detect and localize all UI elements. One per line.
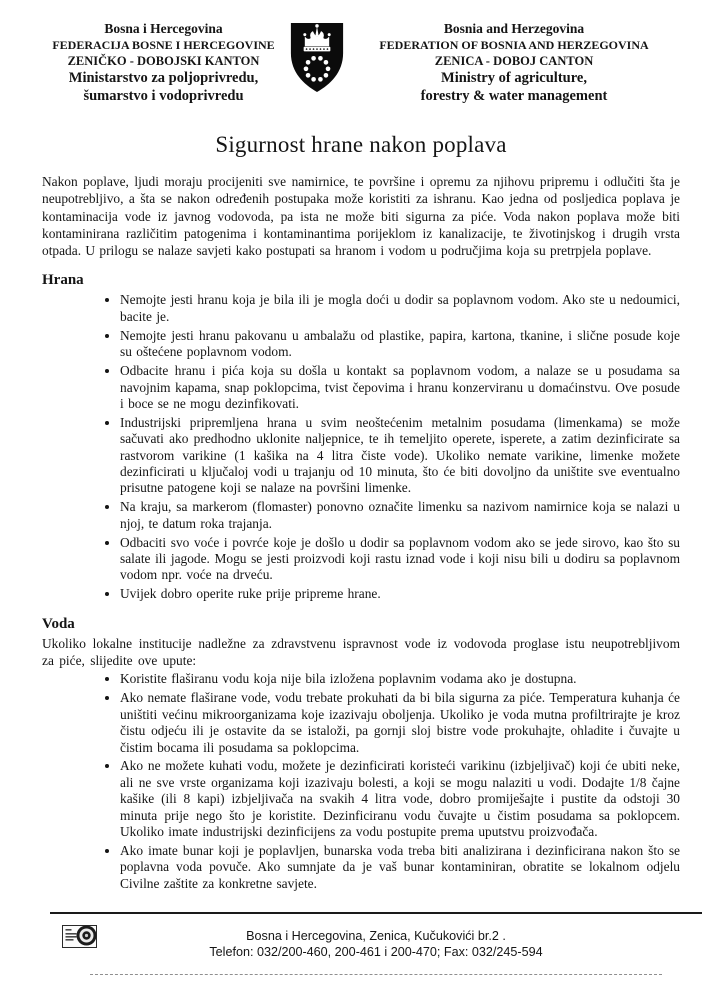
list-item: • Ako nemate flaširane vode, vodu trebate prokuhati da bi bila sigurna za piće. Temperatura kuhanja će uništiti većinu mikroorganizama koje izazivaju oboljenja. Ukoliko je voda mutna profiltrirajte je kroz čistu odjeću ili je ostavite da se istaloži, pa gornji sloj bistre vode prokuhajte, ohladite i čuvajte u čistim bocama ili posudama sa poklopcima. (120, 690, 680, 756)
footer-phone: Telefon: 032/200-460, 200-461 i 200-470; Fax: 032/245-594 (209, 944, 543, 959)
list-item: • Nemojte jesti hranu koja je bila ili je mogla doći u dodir sa poplavnom vodom. Ako ste u nedoumici, bacite je. (120, 292, 680, 325)
list-item: • Ako ne možete kuhati vodu, možete je dezinficirati koristeći varikinu (izbjeljivač) koji će ubiti neke, ali ne sve vrste organizama koji izazivaju bolesti, a koji se mogu nalaziti u vodi. Dodajte 1/8 čajne kašike (ili 8 kapi) izbjeljivača na svakih 4 litra vode, dobro promiješajte i pustite da odstoji 30 minuta prije nego što je koristite. Dezinficiranu vodu čuvajte u čistim posudama sa poklopcem. Ukoliko imate industrijski dezinficijens za vodu postupite prema uputstvu proizvođača. (120, 758, 680, 840)
list-item: • Koristite flaširanu vodu koja nije bila izložena poplavnim vodama ako je dostupna. (120, 671, 680, 687)
section-heading-hrana: Hrana (42, 272, 84, 289)
letterhead-line: Ministry of agriculture, (441, 70, 587, 86)
letterhead-line: šumarstvo i vodoprivredu (83, 88, 244, 104)
list-item: • Odbacite hranu i pića koja su došla u kontakt sa poplavnom vodom, a nalaze se u posudama sa navojnim kapama, snap poklopcima, tvist čepovima i hranu konzerviranu u domaćinstvu. Ove posude i boce se ne mogu dezinfikovati. (120, 363, 680, 412)
list-item: • Industrijski pripremljena hrana u svim neoštećenim metalnim posudama (limenkama) se može sačuvati ako predhodno uklonite naljepnice, te ih temeljito operete, isperete, a zatim dezinficirate sa rastvorom varikine (1 kašika na 4 litra čiste vode). Ukoliko nemate varikine, limenke možete dezinficirati u ključaloj vodi u trajanju od 10 minuta, što će biti dovoljno da uništite sve eventualno prisutne patogene koji se nalaze na površini limenke. (120, 415, 680, 497)
list-item: • Nemojte jesti hranu pakovanu u ambalažu od plastike, papira, kartona, tkanine, i slične posude koje su oštećene poplavnom vodom. (120, 328, 680, 361)
list-item: • Uvijek dobro operite ruke prije pripreme hrane. (120, 586, 680, 602)
document-title: Sigurnost hrane nakon poplava (215, 132, 507, 157)
list-item: • Na kraju, sa markerom (flomaster) ponovno označite limenku sa nazivom namirnice koja se nalazi u njoj, te datum roka trajanja. (120, 499, 680, 532)
list-item: • Odbaciti svo voće i povrće koje je došlo u dodir sa poplavnom vodom ako se jede sirovo, kao što su salate ili jagode. Mogu se jesti proizvodi koji rastu iznad vode i koji nisu bili u dodiru sa poplavnom vodom npr. voće na drveću. (120, 535, 680, 584)
hrana-bullet-list (42, 292, 680, 602)
voda-bullet-list (42, 671, 680, 892)
section-heading-voda: Voda (42, 615, 75, 632)
letterhead-line: Bosna i Hercegovina (104, 21, 223, 36)
letterhead-line: ZENICA - DOBOJ CANTON (434, 54, 594, 68)
scan-artifact-line (90, 974, 662, 975)
letterhead-english-block (348, 18, 680, 105)
coat-of-arms-icon (288, 21, 346, 99)
letterhead-line: FEDERACIJA BOSNE I HERCEGOVINE (52, 38, 275, 52)
letterhead-line: Bosnia and Herzegovina (443, 21, 585, 36)
letterhead-line: forestry & water management (420, 88, 608, 104)
letterhead-bosnian-block (42, 18, 285, 105)
letterhead-line: ZENIČKO - DOBOJSKI KANTON (67, 54, 260, 68)
letterhead (42, 18, 680, 105)
list-item: • Ako imate bunar koji je poplavljen, bunarska voda treba biti analizirana i dezinficirana nakon što se poplavna voda povuče. Ako sumnjate da je vaš bunar kontaminiran, obratite se lokalnom odjelu Civilne zaštite za konkretne savjete. (120, 843, 680, 892)
footer-address: Bosna i Hercegovina, Zenica, Kučukovići br.2 . (246, 929, 506, 943)
document-footer (50, 912, 702, 960)
voda-lead-paragraph: Ukoliko lokalne institucije nadležne za zdravstvenu ispravnost vode iz vodovoda proglase istu neupotrebljivom za piće, slijedite ove upute: (42, 635, 680, 668)
intro-paragraph: Nakon poplave, ljudi moraju procijeniti sve namirnice, te površine i opremu za njihovu pripremu i odlučiti šta je neupotrebljivo, a šta se nakon određenih postupaka može koristiti za ishranu. Kao jedna od posljedica poplava je kontaminacija vode iz javnog vodovoda, pa ista ne može biti sigurna za piće. Voda nakon poplava može biti kontaminirana različitim patogenima i kontaminantima porijeklom iz kanalizacije, te životinjskog i drugih vrsta otpada. U prilogu se nalaze savjeti kako postupati sa hranom i vodom u područjima koja su pretrpjela poplave. (42, 174, 680, 259)
letterhead-line: FEDERATION OF BOSNIA AND HERZEGOVINA (379, 38, 649, 52)
ministry-stamp-icon (62, 922, 98, 954)
letterhead-line: Ministarstvo za poljoprivredu, (68, 70, 259, 86)
